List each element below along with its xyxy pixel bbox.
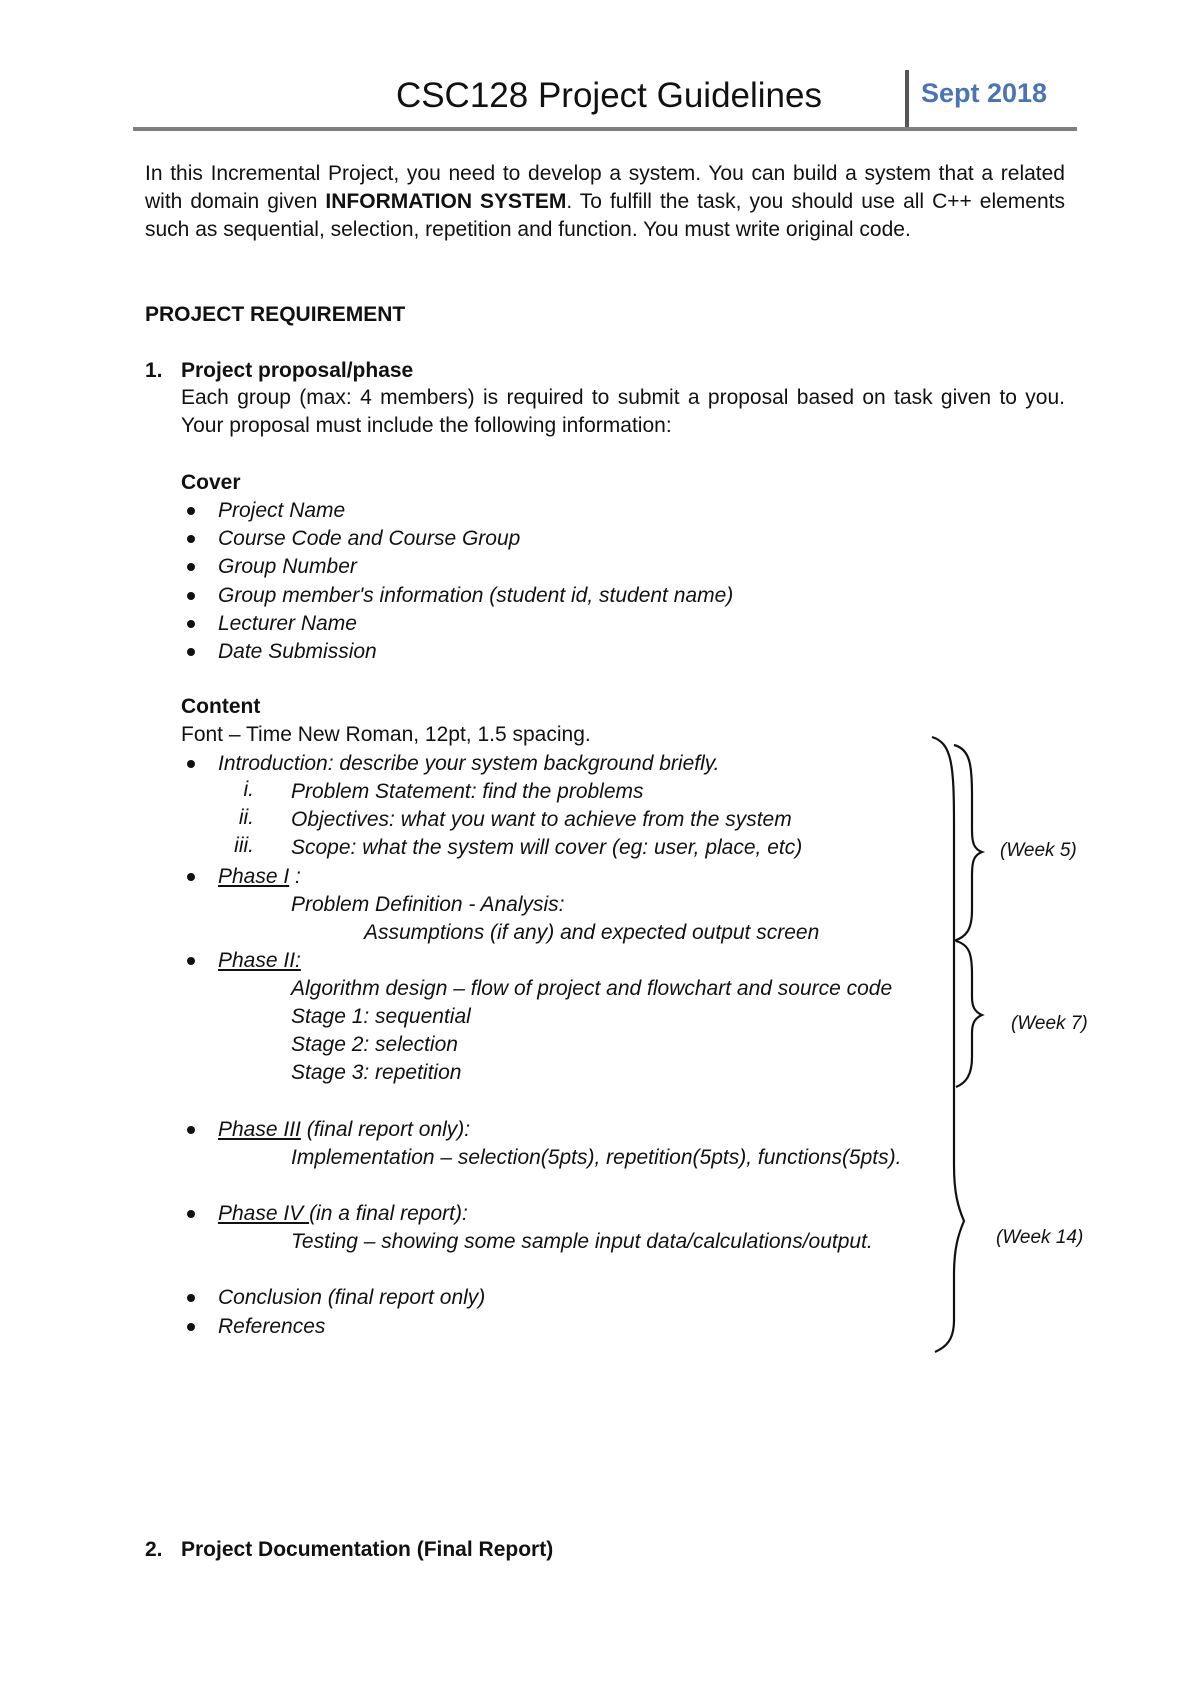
phase4-label: Phase IV (218, 1202, 310, 1225)
roman-numeral: iii. (234, 834, 254, 857)
bullet (187, 1323, 195, 1331)
intro-subitem: Objectives: what you want to achieve from the system (291, 808, 792, 831)
bullet (187, 563, 195, 571)
section1-description: Each group (max: 4 members) is required to submit a proposal based on task given to you. Your proposal must include the following information: (181, 386, 1065, 437)
bullet (187, 592, 195, 600)
week14-label: (Week 14) (996, 1227, 1084, 1248)
introduction-item: Introduction: describe your system background briefly. (218, 752, 720, 775)
week5-label: (Week 5) (1000, 840, 1077, 861)
phase4-item (218, 1200, 468, 1228)
phase4-suffix: (in a final report): (309, 1202, 468, 1225)
bullet (187, 648, 195, 656)
phase2-line: Stage 1: sequential (291, 1005, 471, 1028)
header-divider (905, 70, 909, 128)
bullet (187, 957, 195, 965)
content-heading: Content (181, 695, 261, 718)
week5-brace-icon (954, 745, 982, 941)
cover-heading: Cover (181, 471, 241, 494)
roman-numeral: ii. (238, 806, 254, 829)
intro-domain: INFORMATION SYSTEM (325, 190, 567, 213)
week7-label: (Week 7) (1011, 1013, 1088, 1034)
phase3-suffix: (final report only): (300, 1118, 471, 1141)
intro-text-end: . To fulfill the task, you should use all C++ elements such as sequential, selection, repetition and function. You must write original code. (145, 190, 1065, 241)
bullet (187, 760, 195, 768)
intro-subitem: Problem Statement: find the problems (291, 780, 644, 803)
phase2-line: Stage 2: selection (291, 1033, 458, 1056)
cover-item: Group Number (218, 555, 357, 578)
cover-item: Date Submission (218, 640, 377, 663)
intro-text-start: In this Incremental Project, you need to develop a system. You can build a system that a related with domain given (145, 162, 1065, 213)
intro-paragraph (145, 160, 1065, 244)
font-note: Font – Time New Roman, 12pt, 1.5 spacing. (181, 723, 591, 746)
section1-title: Project proposal/phase (181, 359, 414, 382)
bullet (187, 535, 195, 543)
bullet (187, 1294, 195, 1302)
requirement-heading: PROJECT REQUIREMENT (145, 303, 406, 326)
phase3-item (218, 1116, 470, 1144)
bullet (187, 1126, 195, 1134)
phase1-line1: Problem Definition - Analysis: (291, 893, 565, 916)
document-date: Sept 2018 (921, 78, 1048, 108)
phase1-suffix: : (289, 865, 301, 888)
header-rule (133, 127, 1077, 131)
section1-number: 1. (145, 359, 163, 382)
bullet (187, 873, 195, 881)
document-title: CSC128 Project Guidelines (395, 76, 822, 115)
phase2-line: Algorithm design – flow of project and flowchart and source code (291, 977, 893, 1000)
phase1-line2: Assumptions (if any) and expected output screen (364, 921, 820, 944)
intro-subitem: Scope: what the system will cover (eg: user, place, etc) (291, 836, 803, 859)
cover-item: Project Name (218, 499, 346, 522)
conclusion-item: Conclusion (final report only) (218, 1286, 486, 1309)
references-item: References (218, 1315, 326, 1338)
timeline-braces (930, 735, 1000, 1355)
phase2-line: Stage 3: repetition (291, 1061, 462, 1084)
bullet (187, 620, 195, 628)
roman-numeral: i. (243, 778, 254, 801)
cover-item: Course Code and Course Group (218, 527, 521, 550)
section2-title: Project Documentation (Final Report) (181, 1538, 554, 1561)
cover-item: Lecturer Name (218, 612, 357, 635)
phase2-label: Phase II: (218, 949, 301, 972)
phase4-line1: Testing – showing some sample input data/calculations/output. (291, 1230, 873, 1253)
phase3-line1: Implementation – selection(5pts), repetition(5pts), functions(5pts). (291, 1146, 902, 1169)
phase1-label: Phase I (218, 865, 290, 888)
bullet (187, 507, 195, 515)
section2-number: 2. (145, 1538, 163, 1561)
week7-brace-icon (956, 941, 982, 1087)
outer-brace-icon (932, 737, 964, 1352)
cover-item: Group member's information (student id, student name) (218, 584, 734, 607)
phase3-label: Phase III (218, 1118, 301, 1141)
bullet (187, 1210, 195, 1218)
phase2-item (218, 947, 301, 975)
phase1-item (218, 863, 301, 891)
